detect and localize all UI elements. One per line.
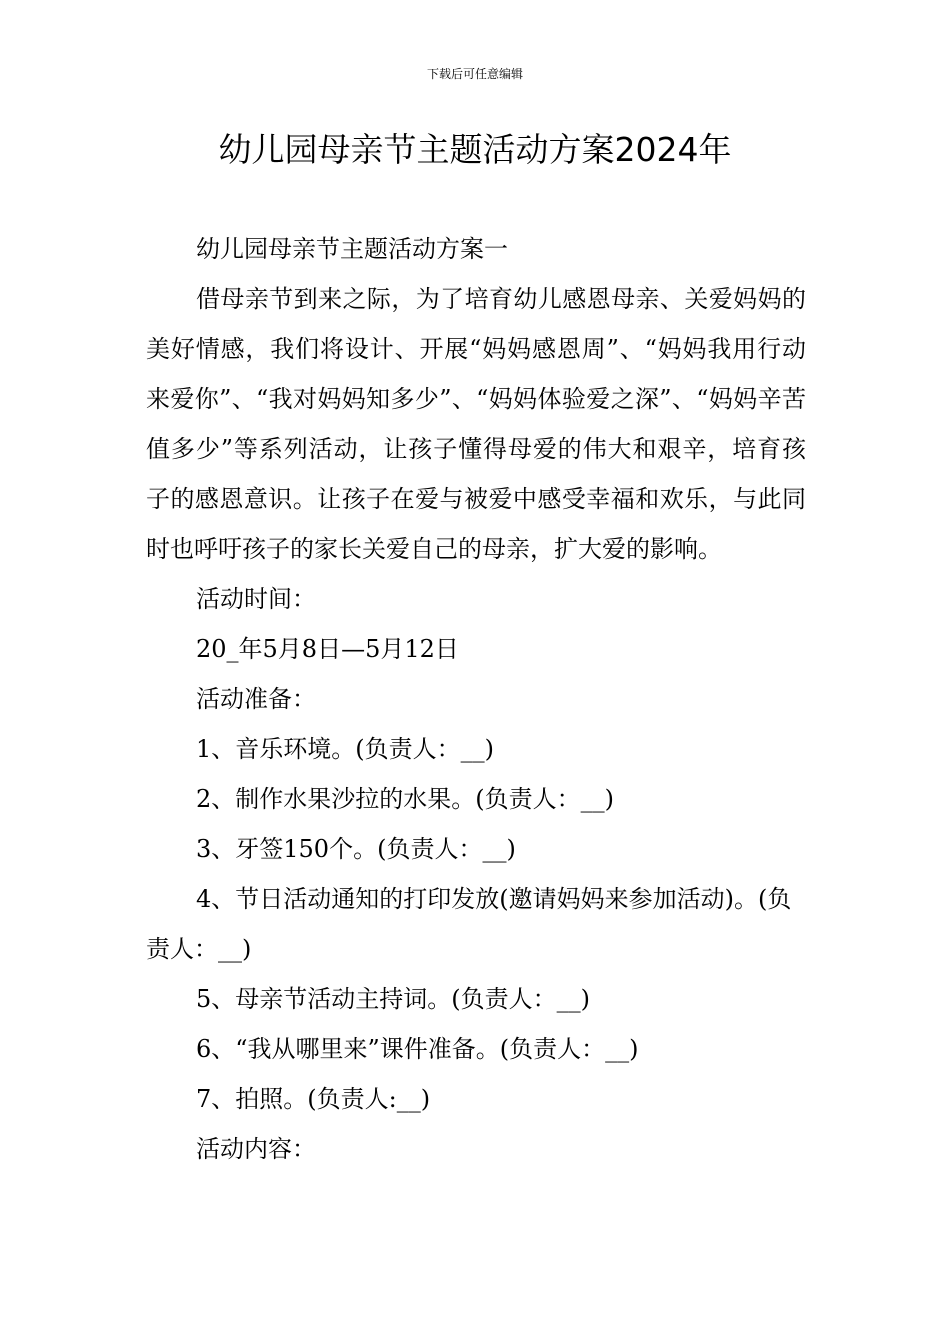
prep-item: 2、制作水果沙拉的水果。(负责人：__) bbox=[196, 785, 614, 813]
section-heading: 幼儿园母亲节主题活动方案一 bbox=[196, 235, 508, 263]
intro-paragraph: 借母亲节到来之际，为了培育幼儿感恩母亲、关爱妈妈的美好情感，我们将设计、开展“妈妈感恩周”、“妈妈我用行动来爱你”、“我对妈妈知多少”、“妈妈体验爱之深”、“妈妈辛苦值多少”等系列活动，让孩子懂得母爱的伟大和艰辛，培育孩子的感恩意识。让孩子在爱与被爱中感受幸福和欢乐，与此同时也呼吁孩子的家长关爱自己的母亲，扩大爱的影响。 bbox=[146, 285, 806, 563]
prep-item: 6、“我从哪里来”课件准备。(负责人：__) bbox=[196, 1035, 639, 1063]
prep-item: 1、音乐环境。(负责人：__) bbox=[196, 735, 494, 763]
prep-item: 3、牙签150个。(负责人：__) bbox=[196, 835, 516, 863]
prep-item: 7、拍照。(负责人:__) bbox=[196, 1085, 431, 1113]
activity-content-label: 活动内容： bbox=[196, 1135, 316, 1163]
header-note: 下载后可任意编辑 bbox=[426, 67, 523, 81]
activity-prep-label: 活动准备： bbox=[196, 685, 316, 713]
activity-time-value: 20_年5月8日—5月12日 bbox=[196, 635, 459, 663]
activity-time-label: 活动时间： bbox=[196, 585, 316, 613]
document-body bbox=[146, 224, 806, 1174]
prep-item: 5、母亲节活动主持词。(负责人：__) bbox=[196, 985, 590, 1013]
document-title: 幼儿园母亲节主题活动方案2024年 bbox=[218, 130, 732, 169]
prep-item: 4、节日活动通知的打印发放(邀请妈妈来参加活动)。(负责人：__) bbox=[146, 885, 792, 963]
